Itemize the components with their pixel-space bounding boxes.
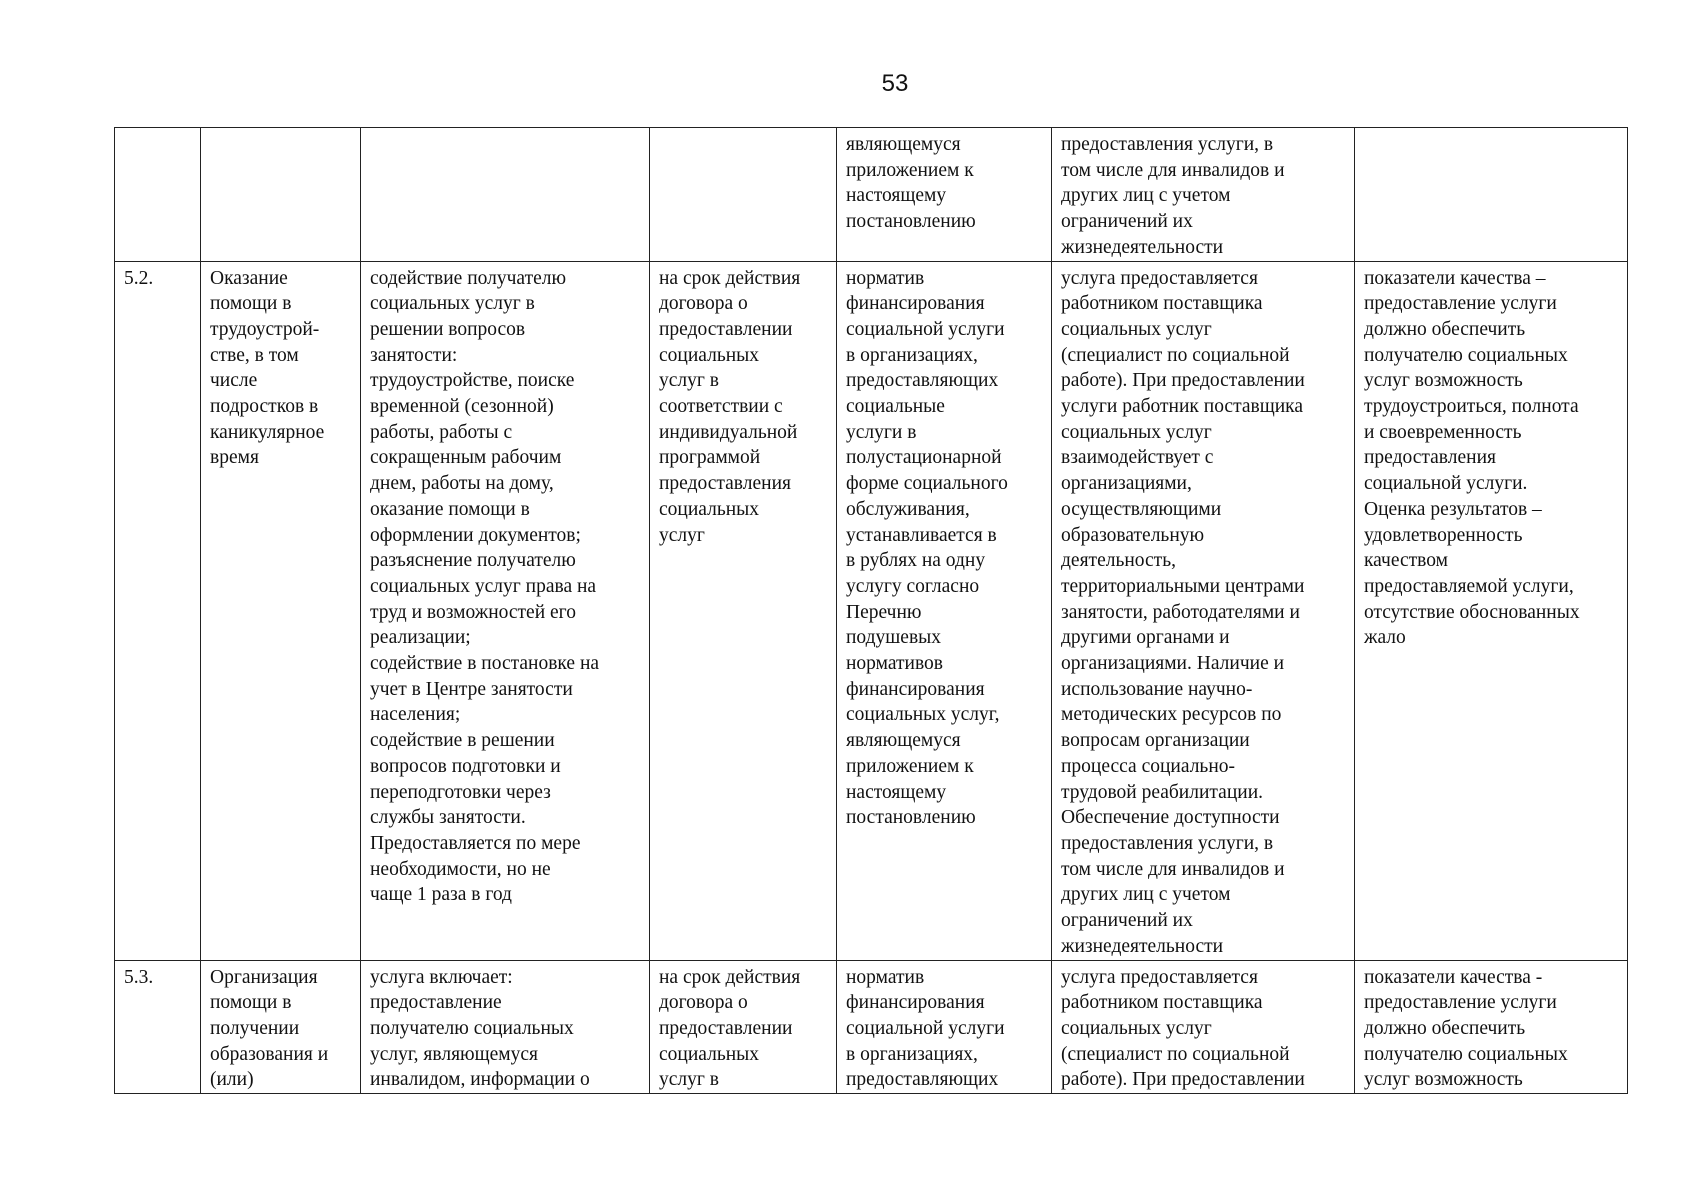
service-term-cell: на срок действия договора о предоставлении социальных услуг в соответствии с индивидуальной программой предоставления социальных услуг	[650, 261, 837, 960]
service-name-cell: Оказание помощи в трудоустрой- стве, в том числе подростков в каникулярное время	[201, 261, 361, 960]
table-row	[115, 261, 1628, 960]
provision-conditions-cell: услуга предоставляется работником поставщика социальных услуг (специалист по социальной работе). При предоставлении услуги работник поставщика социальных услуг взаимодействует с организациями, осуществляющими образовательную деятельность, территориальными центрами занятости, работодателями и другими органами и организациями. Наличие и использование научно- методических ресурсов по вопросам организации процесса социально- трудовой реабилитации. Обеспечение доступности предоставления услуги, в том числе для инвалидов и других лиц с учетом ограничений их жизнедеятельности	[1052, 261, 1355, 960]
service-number-cell: 5.2.	[115, 261, 201, 960]
provision-conditions-cell: предоставления услуги, в том числе для инвалидов и других лиц с учетом ограничений их жизнедеятельности	[1052, 128, 1355, 262]
financing-norm-cell: норматив финансирования социальной услуги в организациях, предоставляющих социальные услуги в полустационарной форме социального обслуживания, устанавливается в в рублях на одну услугу согласно Перечню подушевых нормативов финансирования социальных услуг, являющемуся приложением к настоящему постановлению	[837, 261, 1052, 960]
quality-indicators-cell	[1355, 128, 1628, 262]
social-services-table	[114, 127, 1628, 1094]
service-content-cell: содействие получателю социальных услуг в решении вопросов занятости: трудоустройстве, поиске временной (сезонной) работы, работы с сокращенным рабочим днем, работы на дому, оказание помощи в оформлении документов; разъяснение получателю социальных услуг права на труд и возможностей его реализации; содействие в постановке на учет в Центре занятости населения; содействие в решении вопросов подготовки и переподготовки через службы занятости. Предоставляется по мере необходимости, но не чаще 1 раза в год	[361, 261, 650, 960]
financing-norm-cell: являющемуся приложением к настоящему постановлению	[837, 128, 1052, 262]
financing-norm-cell: норматив финансирования социальной услуги в организациях, предоставляющих	[837, 960, 1052, 1094]
provision-conditions-cell: услуга предоставляется работником поставщика социальных услуг (специалист по социальной работе). При предоставлении	[1052, 960, 1355, 1094]
service-content-cell: услуга включает: предоставление получателю социальных услуг, являющемуся инвалидом, информации о	[361, 960, 650, 1094]
service-name-cell	[201, 128, 361, 262]
table-row	[115, 128, 1628, 262]
service-name-cell: Организация помощи в получении образования и (или)	[201, 960, 361, 1094]
quality-indicators-cell: показатели качества – предоставление услуги должно обеспечить получателю социальных услуг возможность трудоустроиться, полнота и своевременность предоставления социальной услуги. Оценка результатов – удовлетворенность качеством предоставляемой услуги, отсутствие обоснованных жало	[1355, 261, 1628, 960]
quality-indicators-cell: показатели качества - предоставление услуги должно обеспечить получателю социальных услуг возможность	[1355, 960, 1628, 1094]
service-number-cell	[115, 128, 201, 262]
page-number: 53	[881, 70, 909, 97]
service-term-cell: на срок действия договора о предоставлении социальных услуг в	[650, 960, 837, 1094]
service-number-cell: 5.3.	[115, 960, 201, 1094]
table-row	[115, 960, 1628, 1094]
service-content-cell	[361, 128, 650, 262]
service-term-cell	[650, 128, 837, 262]
